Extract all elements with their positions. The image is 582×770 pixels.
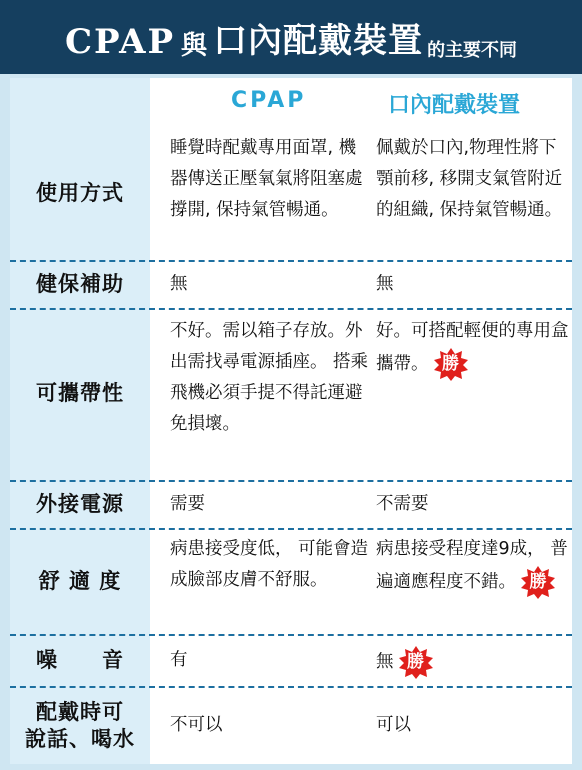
row-label-talk-drink-line1: 配戴時可 <box>36 699 124 724</box>
win-badge-icon <box>520 565 556 599</box>
row-label-power: 外接電源 <box>36 492 124 517</box>
table-row-talk-drink <box>10 688 572 764</box>
header-cpap: CPAP <box>231 88 307 113</box>
cell-cpap-noise: 有 <box>170 650 188 670</box>
cell-oral-noise <box>376 636 572 686</box>
cell-cpap-talk-drink: 不可以 <box>170 715 223 735</box>
table-header <box>150 78 572 130</box>
title-oral-device: 口內配戴裝置 <box>213 21 424 61</box>
table-row-portability <box>10 310 572 478</box>
cell-oral-portability-text: 好。可搭配輕便的專用盒攜帶。 <box>376 321 569 374</box>
cell-oral-power: 不需要 <box>376 494 429 514</box>
row-label-talk-drink <box>10 688 150 764</box>
table-row-insurance <box>10 262 572 308</box>
win-badge-label: 勝 <box>407 651 424 672</box>
cell-oral-comfort-text: 病患接受程度達9成， 普遍適應程度不錯。 <box>376 539 568 592</box>
header-oral-device: 口內配戴裝置 <box>388 93 521 118</box>
comparison-table <box>10 78 572 764</box>
row-label-talk-drink-line2: 說話、喝水 <box>25 727 135 751</box>
cell-oral-talk-drink: 可以 <box>376 715 411 735</box>
cell-oral-portability <box>376 310 572 478</box>
cell-cpap-portability: 不好。需以箱子存放。外出需找尋電源插座。 搭乘飛機必須手提不得託運避免損壞。 <box>170 321 369 434</box>
table-row-power <box>10 482 572 528</box>
cell-cpap-insurance: 無 <box>170 274 188 294</box>
win-badge-icon <box>433 347 469 381</box>
cell-oral-usage: 佩戴於口內,物理性將下顎前移, 移開支氣管附近的組織, 保持氣管暢通。 <box>376 138 563 220</box>
table-row-noise <box>10 636 572 686</box>
cell-oral-insurance: 無 <box>376 274 394 294</box>
title-and: 與 <box>181 31 208 61</box>
row-label-insurance: 健保補助 <box>36 272 124 297</box>
table-row-usage <box>10 130 572 258</box>
cell-cpap-comfort: 病患接受度低， 可能會造成臉部皮膚不舒服。 <box>170 539 369 590</box>
win-badge-label: 勝 <box>442 353 459 374</box>
page-title <box>0 0 582 74</box>
cell-cpap-power: 需要 <box>170 494 205 514</box>
title-cpap: CPAP <box>64 22 176 62</box>
row-label-comfort: 舒 適 度 <box>38 569 122 594</box>
win-badge-icon <box>398 645 434 679</box>
title-suffix: 的主要不同 <box>427 40 518 61</box>
cell-oral-noise-text: 無 <box>376 652 394 672</box>
table-row-comfort <box>10 530 572 634</box>
row-label-usage: 使用方式 <box>36 181 124 206</box>
win-badge-label: 勝 <box>529 571 547 592</box>
cell-cpap-usage: 睡覺時配戴專用面罩, 機器傳送正壓氧氣將阻塞處撐開, 保持氣管暢通。 <box>170 138 363 220</box>
cell-oral-comfort <box>376 530 572 634</box>
row-label-noise: 噪 音 <box>36 648 124 673</box>
row-label-portability: 可攜帶性 <box>36 381 124 406</box>
